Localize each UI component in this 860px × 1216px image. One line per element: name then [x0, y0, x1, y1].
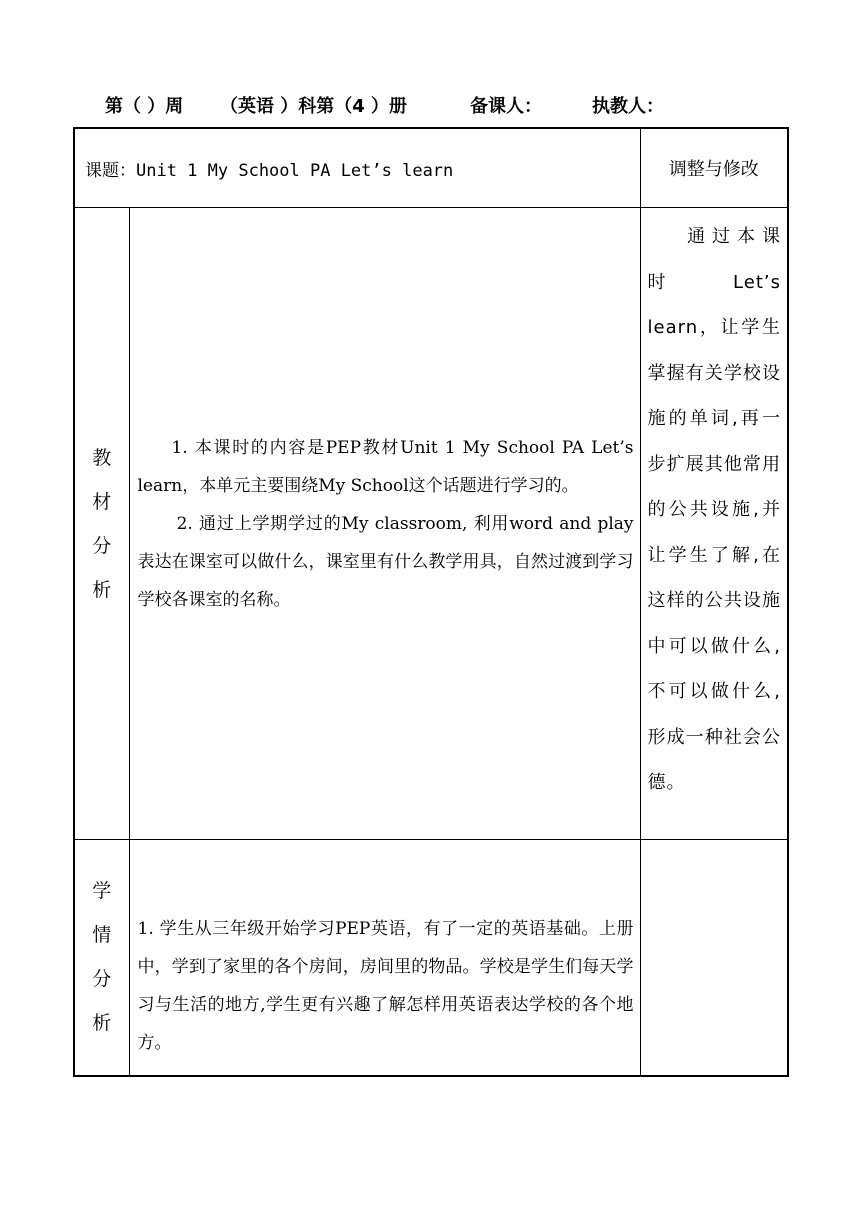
week-field: 第（ ）周 [105, 96, 184, 117]
label-char: 析 [92, 1012, 112, 1035]
material-analysis-row [74, 208, 788, 840]
label-char: 析 [92, 578, 112, 601]
adjust-column-header: 调整与修改 [640, 128, 788, 208]
label-char: 分 [92, 968, 112, 991]
material-adjust-note [640, 208, 788, 840]
lesson-plan-table [73, 127, 789, 1077]
lesson-title: 课题：Unit 1 My School PA Let’s learn [74, 128, 640, 208]
material-paragraph-1: 1. 本课时的内容是PEP教材Unit 1 My School PA Let’s learn，本单元主要围绕My School这个话题进行学习的。 [137, 437, 634, 496]
teacher-field: 执教人： [592, 96, 664, 117]
adjust-note-text: 通过本课时 Let’s learn，让学生掌握有关学校设施的单词,再一步扩展其他常用的公共设施,并让学生了解,在这样的公共设施中可以做什么,不可以做什么,形成一种社会公德。 [647, 226, 781, 793]
title-row [74, 128, 788, 208]
label-char: 情 [92, 924, 112, 947]
student-analysis-row [74, 840, 788, 1076]
label-char: 学 [92, 880, 112, 903]
material-analysis-content [129, 208, 640, 840]
student-paragraph-1: 1. 学生从三年级开始学习PEP英语，有了一定的英语基础。上册中，学到了家里的各个房间，房间里的物品。学校是学生们每天学习与生活的地方,学生更有兴趣了解怎样用英语表达学校的各个地方。 [137, 919, 634, 1053]
material-paragraph-2: 2. 通过上学期学过的My classroom, 利用word and play表达在课室可以做什么，课室里有什么教学用具，自然过渡到学习学校各课室的名称。 [137, 513, 634, 610]
subject-field: （英语 ）科第（4 ）册 [220, 96, 408, 117]
label-char: 教 [92, 446, 112, 469]
material-analysis-label [74, 208, 129, 840]
label-char: 材 [92, 490, 112, 513]
student-analysis-content [129, 840, 640, 1076]
label-char: 分 [92, 534, 112, 557]
student-analysis-label [74, 840, 129, 1076]
preparer-field: 备课人： [470, 96, 542, 117]
student-adjust-note [640, 840, 788, 1076]
